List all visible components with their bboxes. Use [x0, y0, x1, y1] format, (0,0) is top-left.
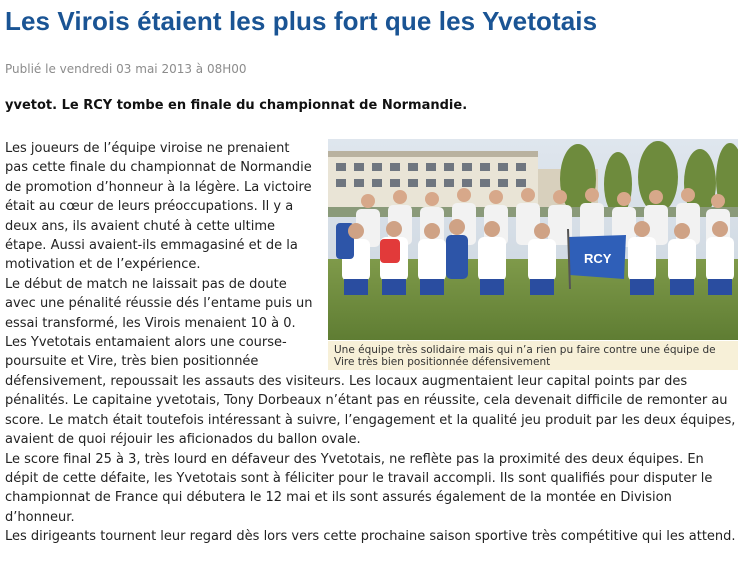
flag-text: RCY	[584, 251, 612, 266]
paragraph-3: Le score final 25 à 3, très lourd en défaveur des Yvetotais, ne reflète pas la proximité des deux équipes. En dépit de cette défaite, les Yvetotais sont à féliciter pour le travail accompli. Ils sont qualifiés pour disputer le championnat de France qui débutera le 12 mai et ils sont assurés également de la montée en Division d’honneur.	[5, 451, 713, 525]
team-photo	[328, 139, 738, 340]
paragraph-2: Le début de match ne laissait pas de doute avec une pénalité réussie dés l’entame puis un essai transformé, les Virois menaient 10 à 0. Les Yvetotais entamaient alors une course-poursuite et Vire, très bien positionnée défensivement, repoussait les assauts des visiteurs. Les locaux augmentaient leur capital points par des pénalités. Le capitaine yvetotais, Tony Dorbeaux n’étant pas en réussite, cela devenait difficile de remonter au score. Le match était toutefois intéressant à suivre, l’engagement et la qualité jeu produit par les deux équipes, avaient de quoi réjouir les aficionados du ballon ovale.	[5, 276, 736, 448]
paragraph-1: Les joueurs de l’équipe viroise ne prenaient pas cette finale du championnat de Normandie de promotion d’honneur à la légère. La victoire était au cœur de leurs préoccupations. Il y a deux ans, ils avaient chuté à cette ultime étape. Aussi avaient-ils emmagasiné et de la motivation et de l’expérience.	[5, 141, 312, 273]
photo-caption: Une équipe très solidaire mais qui n’a rien pu faire contre une équipe de Vire très bien positionnée défensivement	[328, 341, 738, 370]
article-lead: yvetot. Le RCY tombe en finale du championnat de Normandie.	[5, 98, 468, 113]
article-figure	[328, 139, 738, 370]
article-body	[5, 139, 738, 547]
article-title: Les Virois étaient les plus fort que les Yvetotais	[5, 6, 598, 36]
paragraph-4: Les dirigeants tournent leur regard dès lors vers cette prochaine saison sportive très compétitive qui les attend.	[5, 529, 736, 545]
publish-date: Publié le vendredi 03 mai 2013 à 08H00	[5, 62, 247, 76]
